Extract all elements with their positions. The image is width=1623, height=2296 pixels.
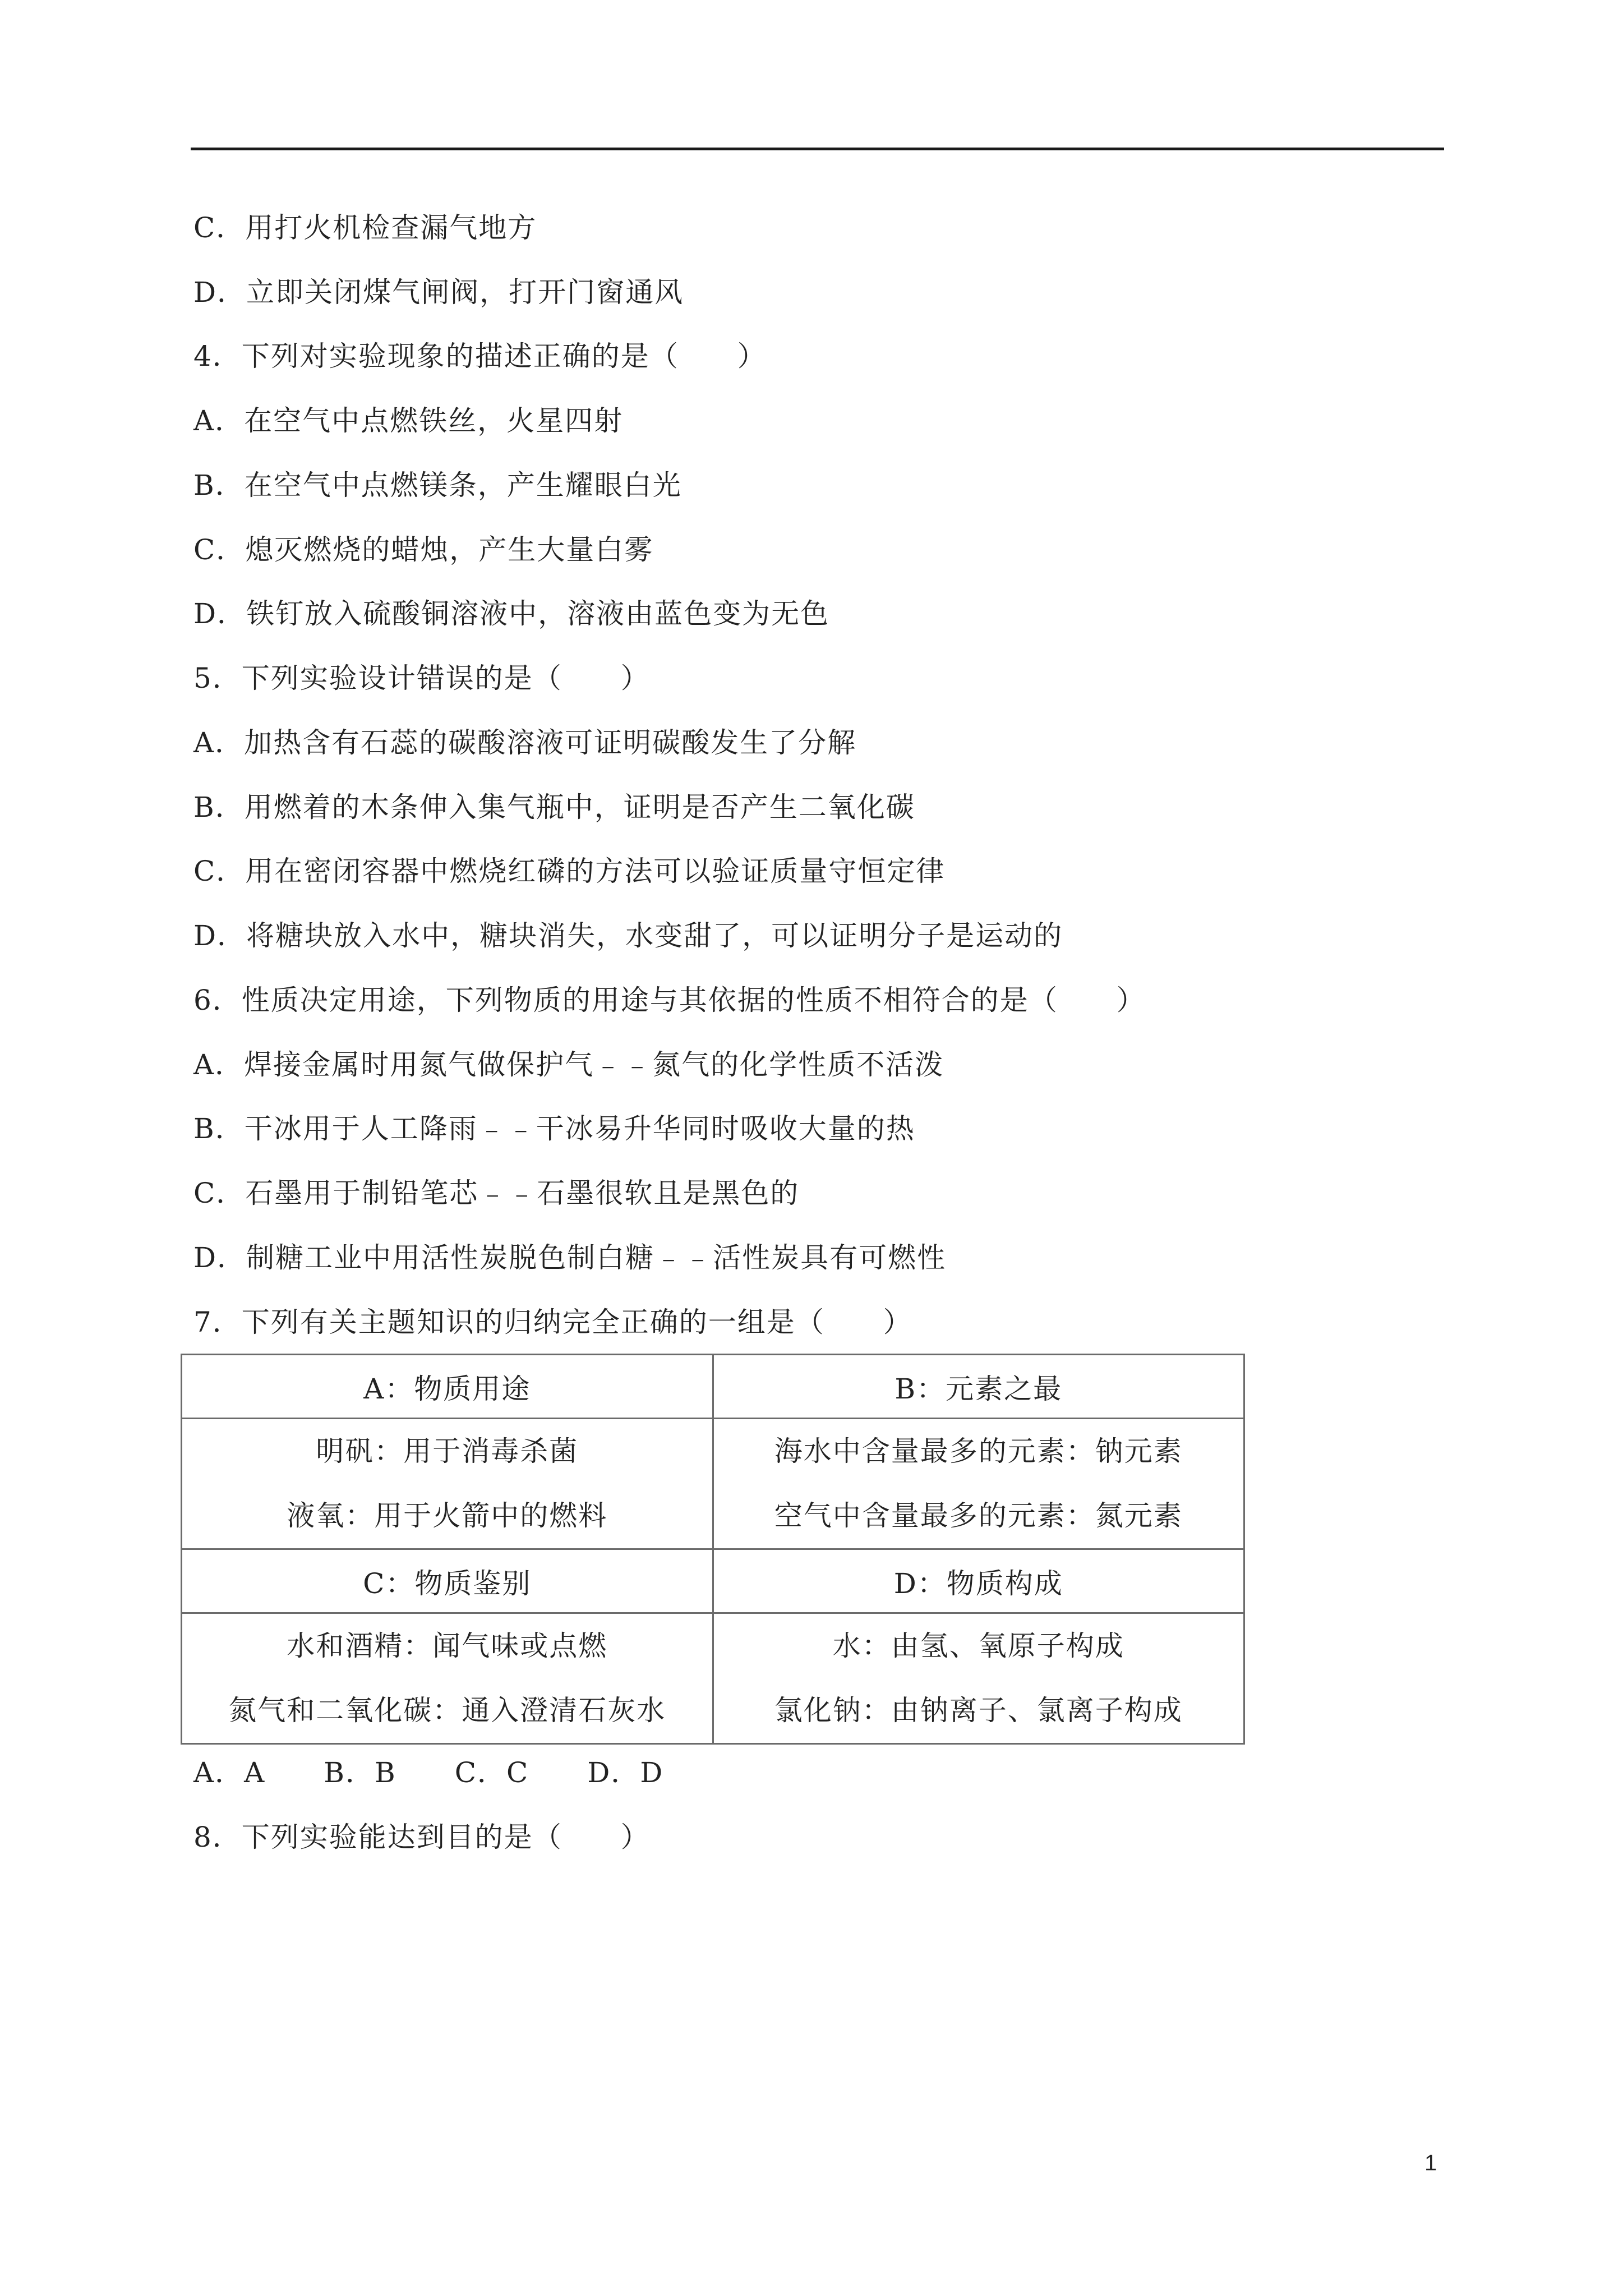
cell-b-heading: B：元素之最 bbox=[713, 1355, 1244, 1419]
q4-option-b: B．在空气中点燃镁条，产生耀眼白光 bbox=[193, 469, 682, 501]
cell-c-heading: C：物质鉴别 bbox=[182, 1549, 713, 1613]
cell-b-item-1: 海水中含量最多的元素：钠元素 bbox=[774, 1435, 1183, 1467]
table-row bbox=[182, 1613, 1244, 1744]
q5-option-b: B．用燃着的木条伸入集气瓶中，证明是否产生二氧化碳 bbox=[193, 791, 915, 823]
q3-option-d: D．立即关闭煤气闸阀，打开门窗通风 bbox=[193, 276, 684, 309]
q7-options: A．A B．B C．C D．D bbox=[193, 1756, 664, 1789]
q7-knowledge-table bbox=[181, 1354, 1245, 1745]
q5-stem: 5．下列实验设计错误的是（ ） bbox=[193, 662, 650, 694]
cell-b-item-2: 空气中含量最多的元素：氮元素 bbox=[774, 1499, 1183, 1532]
q4-option-d: D．铁钉放入硫酸铜溶液中，溶液由蓝色变为无色 bbox=[193, 597, 830, 630]
table-row bbox=[182, 1549, 1244, 1613]
cell-d-content bbox=[713, 1613, 1244, 1744]
q6-option-a: A．焊接金属时用氮气做保护气﹣﹣氮气的化学性质不活泼 bbox=[193, 1048, 944, 1081]
q5-option-c: C．用在密闭容器中燃烧红磷的方法可以验证质量守恒定律 bbox=[193, 855, 946, 887]
cell-a-item-1: 明矾：用于消毒杀菌 bbox=[316, 1435, 579, 1467]
cell-d-heading: D：物质构成 bbox=[713, 1549, 1244, 1613]
q6-option-d: D．制糖工业中用活性炭脱色制白糖﹣﹣活性炭具有可燃性 bbox=[193, 1241, 947, 1274]
cell-a-item-2: 液氧：用于火箭中的燃料 bbox=[287, 1499, 608, 1532]
header-rule bbox=[191, 148, 1444, 150]
cell-c-item-1: 水和酒精：闻气味或点燃 bbox=[287, 1630, 608, 1662]
cell-d-item-2: 氯化钠：由钠离子、氯离子构成 bbox=[774, 1694, 1183, 1727]
q8-stem: 8．下列实验能达到目的是（ ） bbox=[193, 1821, 650, 1853]
q4-option-a: A．在空气中点燃铁丝，火星四射 bbox=[193, 404, 624, 437]
table-row bbox=[182, 1355, 1244, 1419]
q6-option-c: C．石墨用于制铅笔芯﹣﹣石墨很软且是黑色的 bbox=[193, 1177, 800, 1209]
q5-option-a: A．加热含有石蕊的碳酸溶液可证明碳酸发生了分解 bbox=[193, 726, 857, 759]
table-row bbox=[182, 1419, 1244, 1549]
q7-stem: 7．下列有关主题知识的归纳完全正确的一组是（ ） bbox=[193, 1306, 912, 1338]
q6-stem: 6．性质决定用途，下列物质的用途与其依据的性质不相符合的是（ ） bbox=[193, 984, 1146, 1016]
cell-a-content bbox=[182, 1419, 713, 1549]
page-number: 1 bbox=[1424, 2151, 1437, 2175]
q5-option-d: D．将糖块放入水中，糖块消失，水变甜了，可以证明分子是运动的 bbox=[193, 919, 1063, 952]
cell-c-content bbox=[182, 1613, 713, 1744]
q3-option-c: C．用打火机检查漏气地方 bbox=[193, 211, 537, 244]
cell-d-item-1: 水：由氢、氧原子构成 bbox=[832, 1630, 1124, 1662]
cell-a-heading: A：物质用途 bbox=[182, 1355, 713, 1419]
q6-option-b: B．干冰用于人工降雨﹣﹣干冰易升华同时吸收大量的热 bbox=[193, 1112, 915, 1145]
q4-option-c: C．熄灭燃烧的蜡烛，产生大量白雾 bbox=[193, 533, 654, 566]
cell-b-content bbox=[713, 1419, 1244, 1549]
q4-stem: 4．下列对实验现象的描述正确的是（ ） bbox=[193, 340, 767, 372]
cell-c-item-2: 氮气和二氧化碳：通入澄清石灰水 bbox=[228, 1694, 666, 1727]
